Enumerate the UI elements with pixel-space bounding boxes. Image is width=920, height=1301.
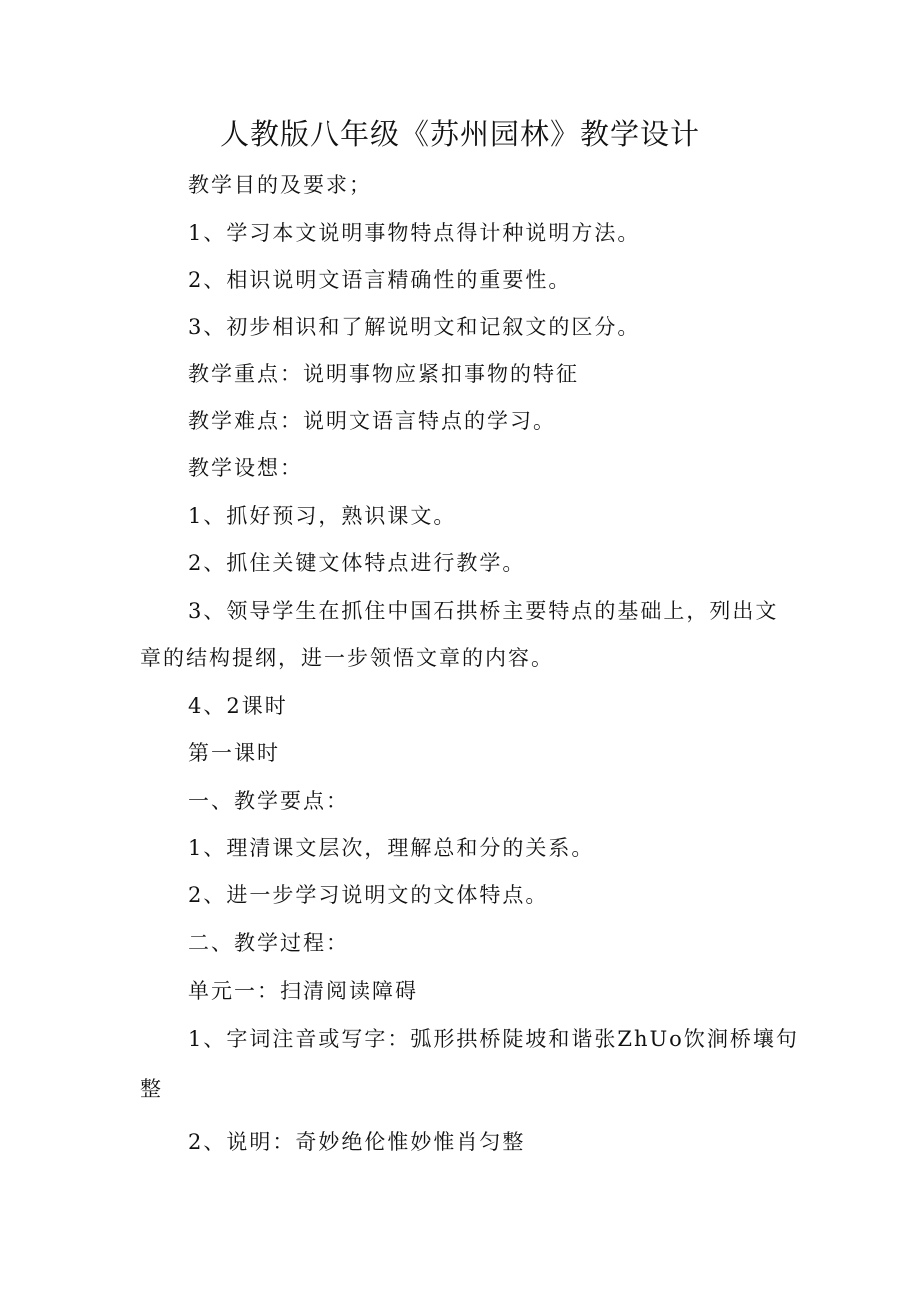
text-line-objective-3: 3、初步相识和了解说明文和记叙文的区分。	[188, 315, 641, 339]
text-line-objective-2: 2、相识说明文语言精确性的重要性。	[188, 268, 572, 292]
text-line-section-two-heading: 二、教学过程：	[188, 931, 349, 955]
text-line-objective-1: 1、学习本文说明事物特点得计种说明方法。	[188, 221, 641, 245]
text-line-design-2: 2、抓住关键文体特点进行教学。	[188, 551, 526, 575]
text-line-unit-one: 单元一：扫清阅读障碍	[188, 979, 418, 1003]
text-line-key-points: 教学重点：说明事物应紧扣事物的特征	[188, 362, 579, 386]
text-line-design-3-cont: 章的结构提纲，进一步领悟文章的内容。	[140, 646, 554, 670]
text-line-design-3: 3、领导学生在抓住中国石拱桥主要特点的基础上，列出文	[188, 599, 779, 623]
text-line-vocab-2: 2、说明：奇妙绝伦惟妙惟肖匀整	[188, 1130, 526, 1154]
text-line-design-heading: 教学设想：	[188, 456, 303, 480]
text-line-design-1: 1、抓好预习，熟识课文。	[188, 504, 457, 528]
document-title: 人教版八年级《苏州园林》教学设计	[219, 117, 700, 151]
text-line-objectives-heading: 教学目的及要求；	[188, 173, 372, 197]
text-line-point-1: 1、理清课文层次，理解总和分的关系。	[188, 836, 595, 860]
text-line-vocab-1-cont: 整	[140, 1077, 163, 1101]
text-line-design-4: 4、2课时	[188, 694, 288, 718]
text-line-difficulties: 教学难点：说明文语言特点的学习。	[188, 409, 556, 433]
text-line-lesson-one: 第一课时	[188, 741, 280, 765]
text-line-point-2: 2、进一步学习说明文的文体特点。	[188, 883, 549, 907]
text-line-vocab-1: 1、字词注音或写字：弧形拱桥陡坡和谐张ZhUo饮涧桥壤句	[188, 1027, 799, 1051]
text-line-section-one-heading: 一、教学要点：	[188, 789, 349, 813]
